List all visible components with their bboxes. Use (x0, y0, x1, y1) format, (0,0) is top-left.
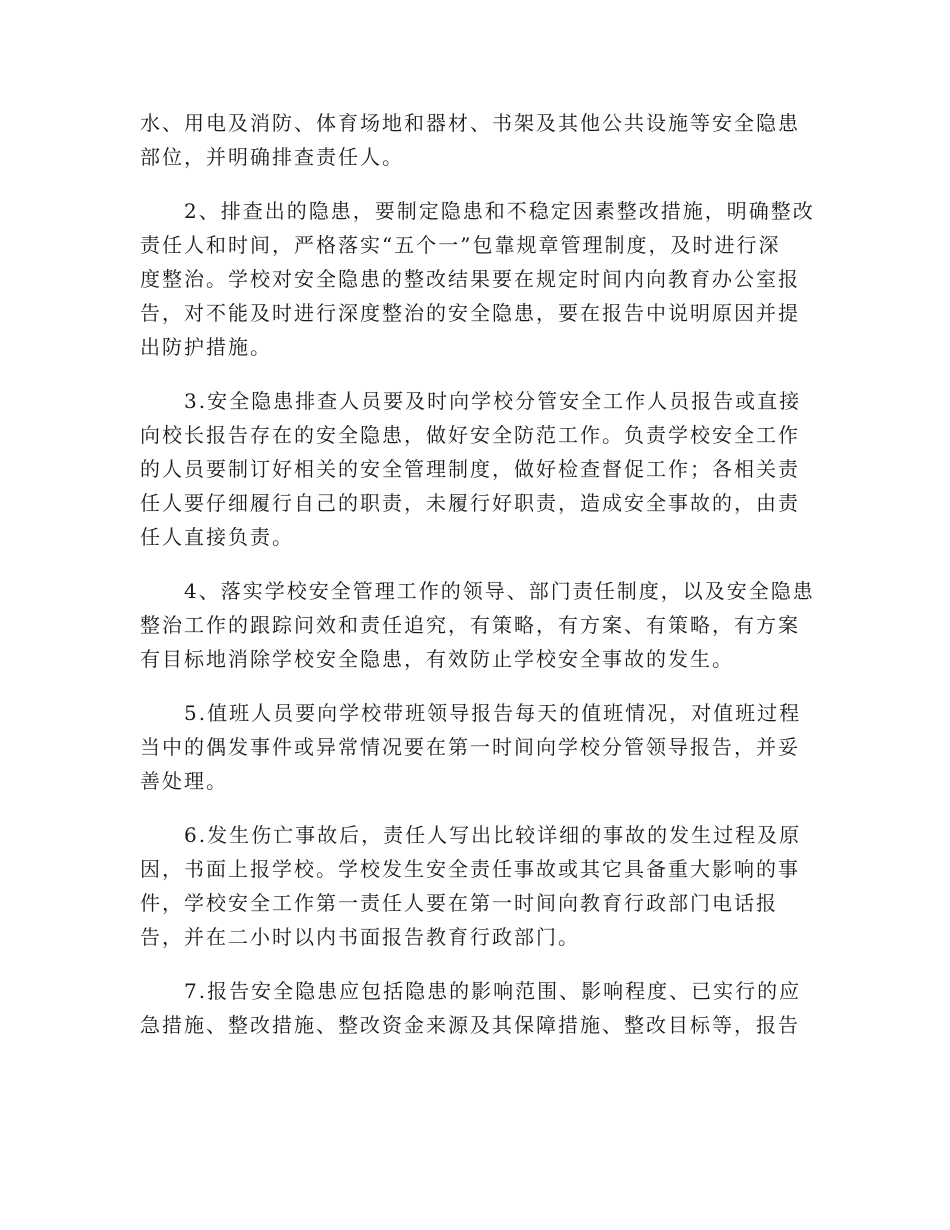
text-line: 告，对不能及时进行深度整治的安全隐患，要在报告中说明原因并提 (140, 301, 800, 325)
paragraph-continuation (140, 106, 810, 174)
text-line-first: 6.发生伤亡事故后，责任人写出比较详细的事故的发生过程及原 (184, 823, 802, 847)
text-line: 急措施、整改措施、整改资金来源及其保障措施、整改目标等，报告 (140, 1013, 800, 1037)
text-line: 水、用电及消防、体育场地和器材、书架及其他公共设施等安全隐患 (140, 111, 800, 135)
paragraph-item-2 (140, 194, 815, 364)
paragraph-item-6 (140, 818, 810, 954)
text-line: 当中的偶发事件或异常情况要在第一时间向学校分管领导报告，并妥 (140, 735, 800, 759)
paragraph-item-4 (140, 574, 815, 676)
text-line: 度整治。学校对安全隐患的整改结果要在规定时间内向教育办公室报 (140, 267, 800, 291)
text-line-first: 7.报告安全隐患应包括隐患的影响范围、影响程度、已实行的应 (184, 979, 802, 1003)
document-body (140, 106, 815, 1062)
text-line: 部位，并明确排查责任人。 (140, 145, 404, 169)
text-line-first: 2、排查出的隐患，要制定隐患和不稳定因素整改措施，明确整改 (184, 199, 815, 223)
text-line: 责任人和时间，严格落实“五个一”包靠规章管理制度，及时进行深 (140, 233, 781, 257)
text-line-first: 4、落实学校安全管理工作的领导、部门责任制度，以及安全隐患 (184, 579, 815, 603)
text-line: 的人员要制订好相关的安全管理制度，做好检查督促工作；各相关责 (140, 457, 800, 481)
text-line-first: 5.值班人员要向学校带班领导报告每天的值班情况，对值班过程 (184, 701, 802, 725)
text-line: 任人直接负责。 (140, 525, 294, 549)
text-line: 向校长报告存在的安全隐患，做好安全防范工作。负责学校安全工作 (140, 423, 800, 447)
text-line: 出防护措施。 (140, 335, 272, 359)
paragraph-item-5 (140, 696, 810, 798)
text-line: 因，书面上报学校。学校发生安全责任事故或其它具备重大影响的事 (140, 857, 800, 881)
text-line: 有目标地消除学校安全隐患，有效防止学校安全事故的发生。 (140, 647, 734, 671)
paragraph-item-3 (140, 384, 810, 554)
text-line: 任人要仔细履行自己的职责，未履行好职责，造成安全事故的，由责 (140, 491, 800, 515)
paragraph-item-7 (140, 974, 810, 1042)
text-line: 件，学校安全工作第一责任人要在第一时间向教育行政部门电话报 (140, 891, 778, 915)
text-line: 善处理。 (140, 769, 228, 793)
text-line: 告，并在二小时以内书面报告教育行政部门。 (140, 925, 580, 949)
text-line: 整治工作的跟踪问效和责任追究，有策略，有方案、有策略，有方案 (140, 613, 800, 637)
text-line-first: 3.安全隐患排查人员要及时向学校分管安全工作人员报告或直接 (184, 389, 802, 413)
